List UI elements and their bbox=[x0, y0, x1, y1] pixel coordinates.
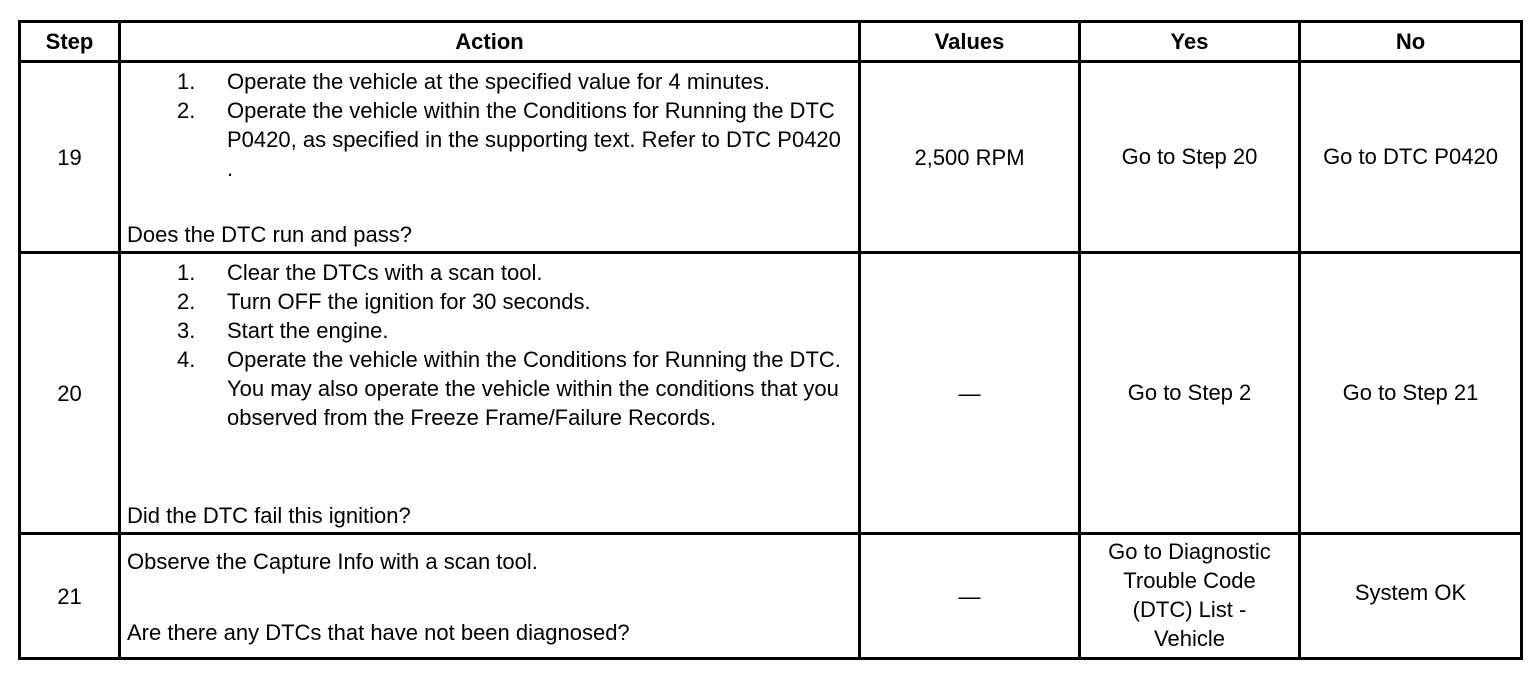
yes-link[interactable]: Go to Step 20 bbox=[1121, 143, 1258, 169]
step-number: 20 bbox=[20, 253, 120, 534]
no-link[interactable]: Go to Step 21 bbox=[1342, 379, 1479, 405]
diagnostic-table bbox=[18, 20, 1523, 660]
instruction-number: 2. bbox=[177, 289, 196, 314]
step-number: 21 bbox=[20, 534, 120, 659]
header-action: Action bbox=[120, 22, 860, 62]
instruction-text: Operate the vehicle at the specified value for 4 minutes. bbox=[227, 69, 770, 94]
instruction-number: 1. bbox=[177, 260, 196, 285]
values-cell: — bbox=[860, 253, 1080, 534]
yes-cell bbox=[1080, 253, 1300, 534]
table-row-step-20 bbox=[20, 253, 1522, 534]
yes-link-line: (DTC) List - bbox=[1132, 597, 1247, 622]
yes-cell bbox=[1080, 534, 1300, 659]
values-cell: 2,500 RPM bbox=[860, 62, 1080, 253]
instruction-item bbox=[127, 316, 852, 345]
instruction-number: 4. bbox=[177, 347, 196, 372]
no-link[interactable]: System OK bbox=[1354, 579, 1467, 605]
header-step: Step bbox=[20, 22, 120, 62]
yes-cell bbox=[1080, 62, 1300, 253]
step-number: 19 bbox=[20, 62, 120, 253]
action-cell bbox=[120, 253, 860, 534]
no-link[interactable]: Go to DTC P0420 bbox=[1323, 143, 1498, 169]
instruction-item bbox=[127, 258, 852, 287]
yes-link-line: Go to Diagnostic bbox=[1108, 539, 1271, 564]
no-cell bbox=[1300, 62, 1522, 253]
header-no: No bbox=[1300, 22, 1522, 62]
instruction-text: Start the engine. bbox=[227, 318, 389, 343]
instruction-number: 2. bbox=[177, 98, 196, 123]
values-cell: — bbox=[860, 534, 1080, 659]
action-cell bbox=[120, 62, 860, 253]
instruction-item bbox=[127, 287, 852, 316]
yes-link-line: Trouble Code bbox=[1123, 568, 1256, 593]
header-values: Values bbox=[860, 22, 1080, 62]
instruction-list bbox=[127, 258, 852, 432]
header-row bbox=[20, 22, 1522, 62]
instruction-item bbox=[127, 67, 852, 96]
question-text: Does the DTC run and pass? bbox=[127, 222, 412, 247]
instruction-item bbox=[127, 96, 852, 183]
instruction-list bbox=[127, 67, 852, 183]
table-row-step-21 bbox=[20, 534, 1522, 659]
question-text: Did the DTC fail this ignition? bbox=[127, 503, 411, 528]
observation-text: Observe the Capture Info with a scan tool. bbox=[127, 549, 538, 574]
instruction-text: Turn OFF the ignition for 30 seconds. bbox=[227, 289, 591, 314]
instruction-item bbox=[127, 345, 852, 432]
instruction-text: Operate the vehicle within the Conditions for Running the DTC. You may also operate the vehicle within the conditions that you observed from the Freeze Frame/Failure Records. bbox=[227, 347, 841, 430]
instruction-text: Clear the DTCs with a scan tool. bbox=[227, 260, 543, 285]
instruction-text: Operate the vehicle within the Conditions for Running the DTC P0420, as specified in the supporting text. Refer to DTC P0420 . bbox=[227, 98, 841, 181]
yes-link-line: Vehicle bbox=[1154, 626, 1225, 651]
no-cell bbox=[1300, 253, 1522, 534]
table-row-step-19 bbox=[20, 62, 1522, 253]
action-cell bbox=[120, 534, 860, 659]
instruction-number: 3. bbox=[177, 318, 196, 343]
no-cell bbox=[1300, 534, 1522, 659]
header-yes: Yes bbox=[1080, 22, 1300, 62]
question-text: Are there any DTCs that have not been diagnosed? bbox=[127, 620, 630, 645]
instruction-number: 1. bbox=[177, 69, 196, 94]
yes-link[interactable]: Go to Step 2 bbox=[1127, 379, 1252, 405]
yes-link[interactable] bbox=[1081, 535, 1298, 657]
